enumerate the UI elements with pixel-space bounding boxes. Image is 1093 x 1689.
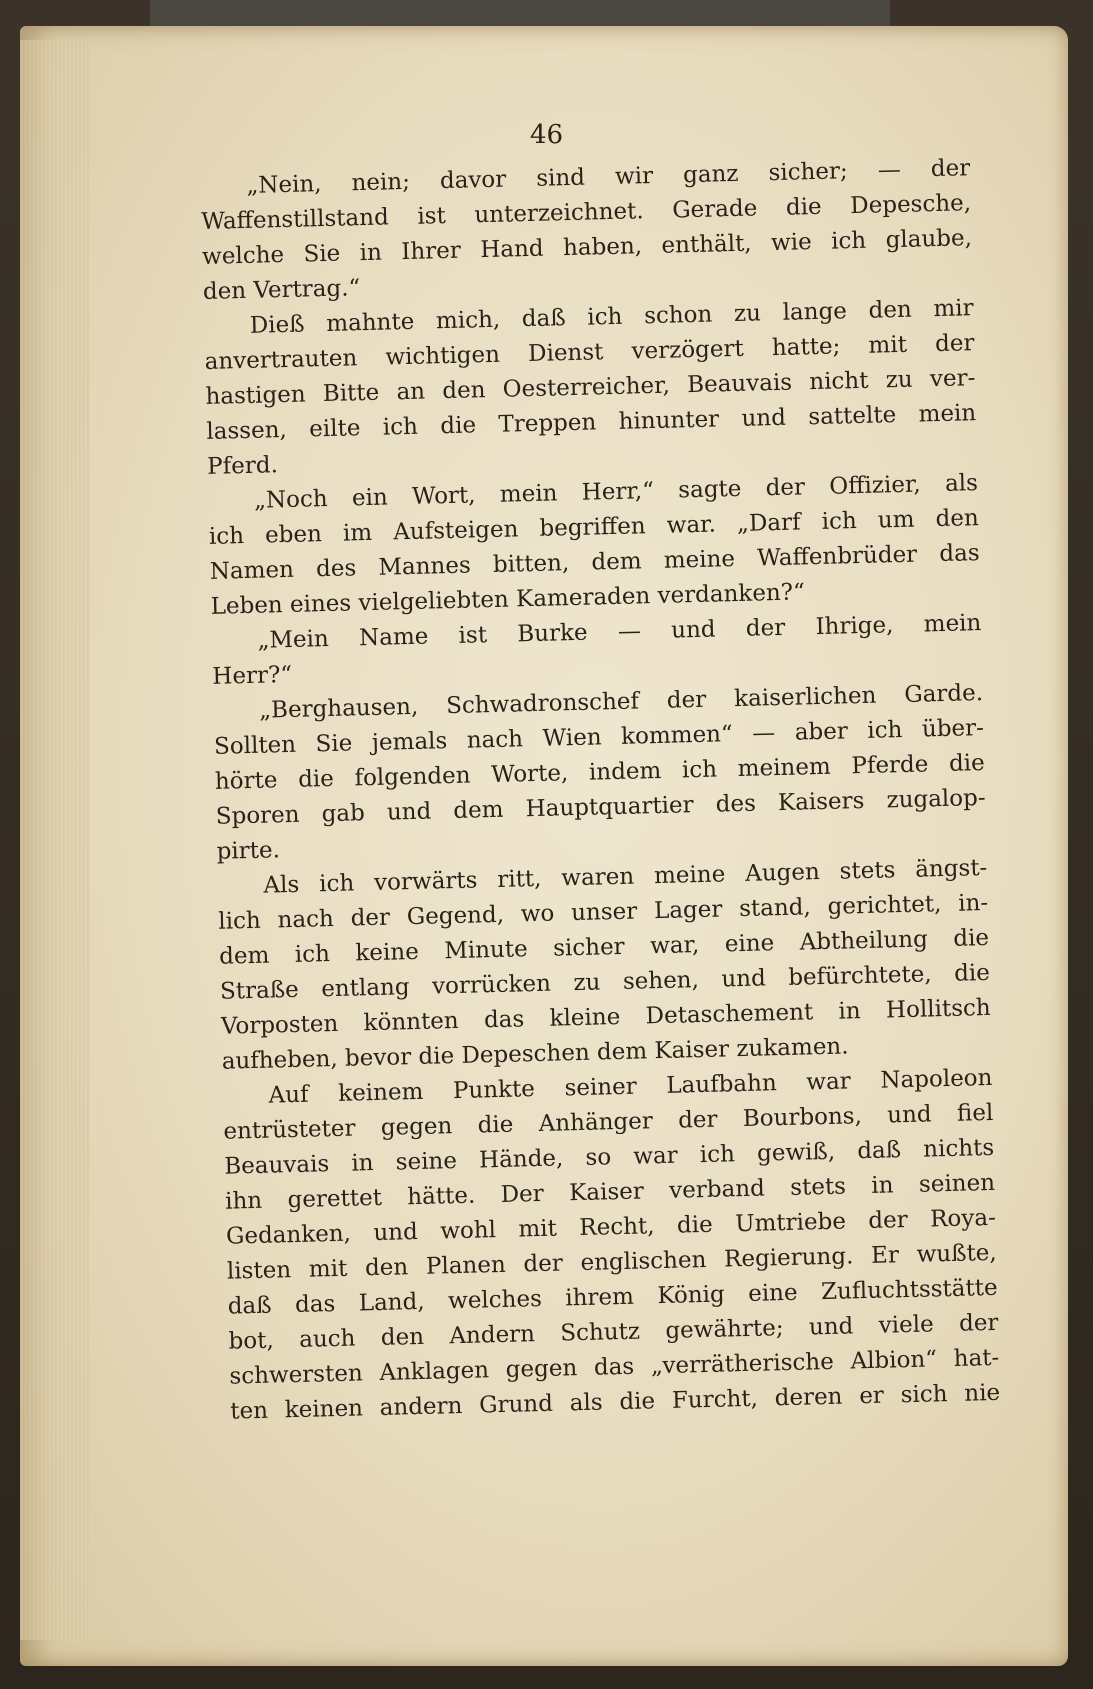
text-line: „Noch ein Wort, mein Herr,“ sagte der Offizier, als — [253, 470, 979, 514]
text-line: den Vertrag.“ — [202, 275, 361, 305]
text-line: Leben eines vielgeliebten Kameraden verdanken?“ — [210, 579, 806, 620]
text-line: Als ich vorwärts ritt, waren meine Augen stets ängst- — [263, 854, 988, 899]
text-line: welche Sie in Ihrer Hand haben, enthält, wie ich glaube, — [201, 225, 973, 270]
text-line: aufheben, bevor die Depeschen dem Kaiser zukamen. — [221, 1033, 849, 1075]
text-line: dem ich keine Minute sicher war, eine Abtheilung die — [218, 924, 990, 970]
text-line: Pferd. — [206, 452, 279, 480]
body-text — [200, 151, 1001, 1429]
text-line: lassen, eilte ich die Treppen hinunter und sattelte mein — [206, 400, 977, 445]
text-line: Namen des Mannes bitten, dem meine Waffenbrüder das — [209, 540, 980, 585]
text-line: Sporen gab und dem Hauptquartier des Kaisers zugalop- — [215, 784, 986, 830]
text-line: hörte die folgenden Worte, indem ich meinem Pferde die — [214, 750, 986, 795]
text-line: pirte. — [216, 837, 281, 865]
text-line: Waffenstillstand ist unterzeichnet. Gerade die Depesche, — [200, 190, 972, 235]
text-line: lich nach der Gegend, wo unser Lager stand, gerichtet, in- — [218, 889, 989, 935]
text-line: „Mein Name ist Burke — und der Ihrige, mein — [257, 610, 982, 654]
text-line: Auf keinem Punkte seiner Laufbahn war Napoleon — [268, 1064, 993, 1109]
text-line: ich eben im Aufsteigen begriffen war. „Darf ich um den — [208, 505, 980, 550]
page-number: 46 — [529, 120, 564, 150]
text-line: listen mit den Planen der englischen Regierung. Er wußte, — [226, 1239, 998, 1285]
text-line: „Berghausen, Schwadronschef der kaiserlichen Garde. — [258, 680, 984, 724]
page-edges — [20, 40, 90, 1640]
text-line: daß das Land, welches ihrem König eine Zufluchtsstätte — [227, 1274, 998, 1320]
text-line: Dieß mahnte mich, daß ich schon zu lange den mir — [249, 295, 974, 339]
text-line: Gedanken, und wohl mit Recht, die Umtriebe der Roya- — [225, 1204, 997, 1250]
text-line: ihn gerettet hätte. Der Kaiser verband stets in seinen — [224, 1169, 996, 1215]
text-line: hastigen Bitte an den Oesterreicher, Beauvais nicht zu ver- — [205, 365, 976, 410]
text-line: ten keinen andern Grund als die Furcht, deren er sich nie — [230, 1379, 1001, 1425]
text-line: Herr?“ — [212, 661, 293, 690]
text-line: Straße entlang vorrücken zu sehen, und befürchtete, die — [219, 959, 991, 1005]
text-line: entrüsteter gegen die Anhänger der Bourbons, und fiel — [223, 1099, 994, 1145]
text-line: „Nein, nein; davor sind wir ganz sicher; — der — [246, 155, 971, 199]
text-line: schwersten Anklagen gegen das „verrätherische Albion“ hat- — [229, 1344, 1000, 1390]
text-line: Sollten Sie jemals nach Wien kommen“ — aber ich über- — [213, 715, 985, 760]
text-line: Beauvais in seine Hände, so war ich gewiß, daß nichts — [224, 1134, 995, 1180]
text-line: bot, auch den Andern Schutz gewährte; und viele der — [228, 1309, 999, 1355]
text-line: anvertrauten wichtigen Dienst verzögert hatte; mit der — [204, 330, 975, 375]
text-line: Vorposten könnten das kleine Detaschement in Hollitsch — [220, 994, 992, 1040]
